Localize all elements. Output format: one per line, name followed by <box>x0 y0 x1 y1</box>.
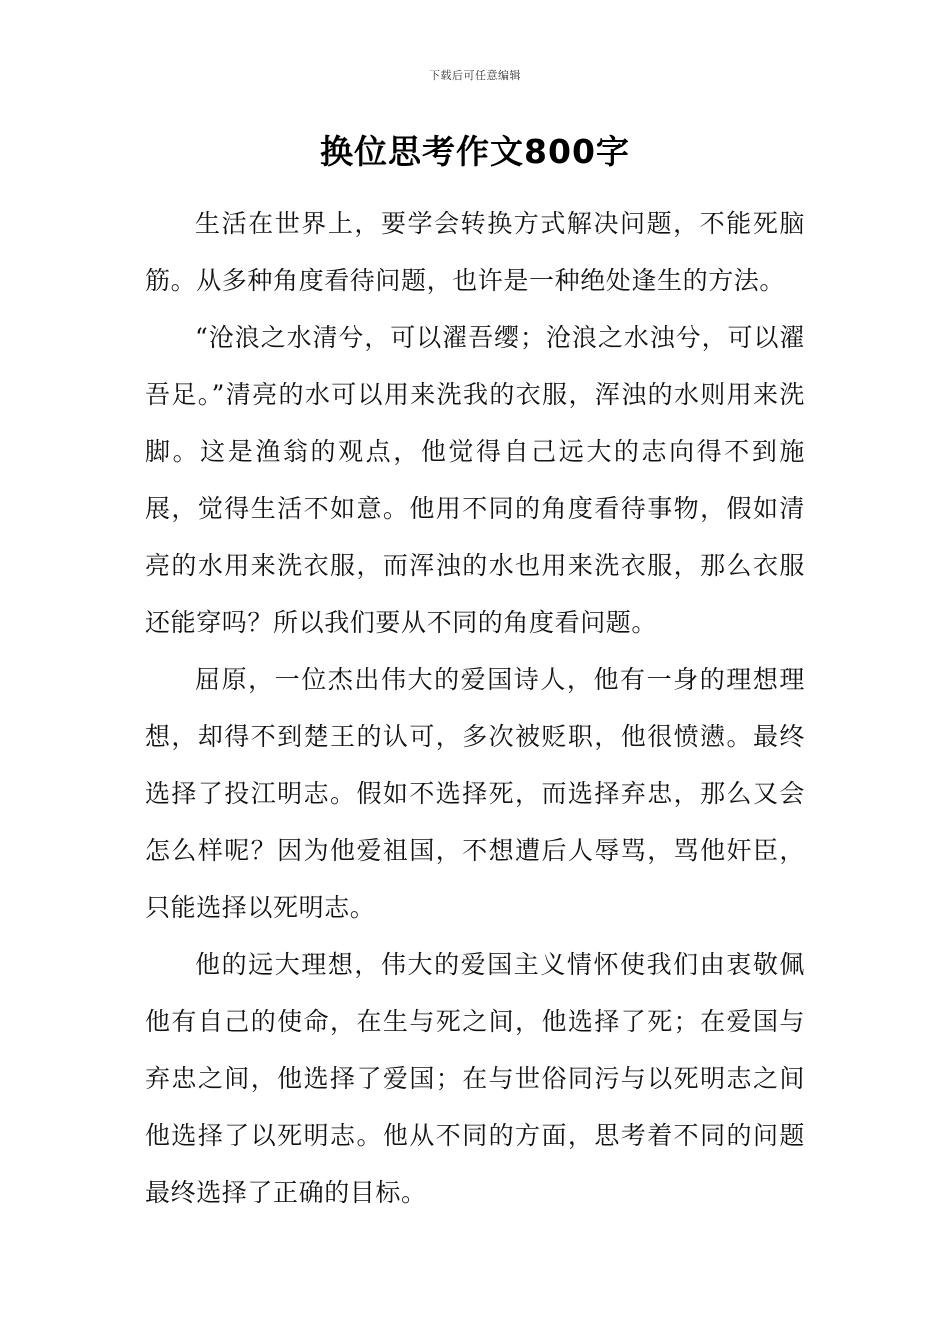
paragraph-2: “沧浪之水清兮，可以濯吾缨；沧浪之水浊兮，可以濯吾足。”清亮的水可以用来洗我的衣服，浑浊的水则用来洗脚。这是渔翁的观点，他觉得自己远大的志向得不到施展，觉得生活不如意。他用不同的角度看待事物，假如清亮的水用来洗衣服，而浑浊的水也用来洗衣服，那么衣服还能穿吗？所以我们要从不同的角度看问题。 <box>145 323 805 637</box>
document-body <box>145 195 805 1221</box>
paragraph-3: 屈原，一位杰出伟大的爱国诗人，他有一身的理想理想，却得不到楚王的认可，多次被贬职，他很愤懑。最终选择了投江明志。假如不选择死，而选择弃忠，那么又会怎么样呢？因为他爱祖国，不想遭后人辱骂，骂他奸臣，只能选择以死明志。 <box>145 665 805 922</box>
document-title: 换位思考作文800字 <box>320 132 630 171</box>
paragraph-4: 他的远大理想，伟大的爱国主义情怀使我们由衷敬佩他有自己的使命，在生与死之间，他选择了死；在爱国与弃忠之间，他选择了爱国；在与世俗同污与以死明志之间他选择了以死明志。他从不同的方面，思考着不同的问题最终选择了正确的目标。 <box>145 950 805 1207</box>
header-note: 下载后可任意编辑 <box>429 69 521 82</box>
paragraph-1: 生活在世界上，要学会转换方式解决问题，不能死脑筋。从多种角度看待问题，也许是一种绝处逢生的方法。 <box>145 209 805 295</box>
